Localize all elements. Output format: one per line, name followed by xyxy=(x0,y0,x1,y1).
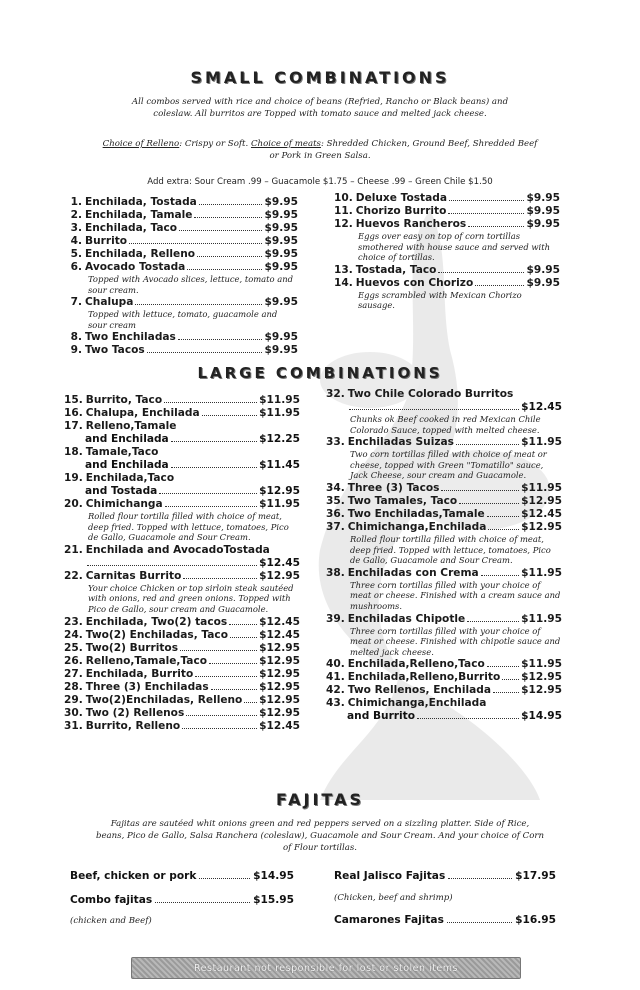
item-name: Two(2)Enchiladas, Relleno xyxy=(85,693,243,706)
dot-leader xyxy=(209,663,257,664)
item-name: Enchilada, Relleno xyxy=(85,248,196,260)
dot-leader xyxy=(502,679,519,680)
menu-item xyxy=(64,681,300,694)
item-number: 41. xyxy=(326,671,345,684)
item-price: $11.95 xyxy=(259,407,300,419)
dot-leader xyxy=(468,226,524,227)
item-price: $9.95 xyxy=(264,209,298,221)
dot-leader xyxy=(211,689,257,690)
dot-leader xyxy=(180,650,257,651)
menu-item xyxy=(326,388,562,401)
item-name: Chalupa xyxy=(85,296,134,309)
item-name: Three (3) Enchiladas xyxy=(85,680,209,693)
item-number: 39. xyxy=(326,612,345,625)
item-price: $9.95 xyxy=(526,276,560,289)
menu-item xyxy=(334,264,560,277)
menu-item xyxy=(64,222,298,235)
menu-item xyxy=(64,331,298,344)
item-name: Enchiladas Suizas xyxy=(347,436,454,449)
dot-leader xyxy=(202,415,258,416)
item-price: $9.95 xyxy=(264,261,298,273)
item-name: Chorizo Burrito xyxy=(355,205,447,217)
item-number: 2. xyxy=(70,209,82,221)
dot-leader xyxy=(164,402,257,403)
item-name: Three (3) Tacos xyxy=(347,481,440,494)
item-price: $12.95 xyxy=(521,671,562,684)
item-name-continued: and Burrito xyxy=(347,710,416,723)
item-name: Tamale,Taco xyxy=(85,446,159,458)
item-number: 24. xyxy=(64,628,83,641)
item-number: 10. xyxy=(334,192,353,204)
item-price: $11.95 xyxy=(521,612,562,625)
large-combinations-title: LARGE COMBINATIONS xyxy=(197,364,443,382)
menu-item xyxy=(326,658,562,671)
dot-leader xyxy=(178,339,263,340)
item-number: 5. xyxy=(70,248,82,260)
menu-item xyxy=(64,668,300,681)
item-number: 11. xyxy=(334,205,353,217)
menu-item xyxy=(64,720,300,733)
item-name: Relleno,Tamale xyxy=(85,420,177,432)
item-number: 1. xyxy=(70,196,82,208)
item-description: Rolled flour tortilla filled with choice of meat, deep fried. Topped with lettuce, tomatoes, Pico de Gallo, Guacamole and Sour Cream. xyxy=(88,511,289,543)
dot-leader xyxy=(456,444,519,445)
menu-item xyxy=(64,344,298,357)
item-price: $12.45 xyxy=(521,507,562,520)
item-name: Enchilada, Burrito xyxy=(85,667,194,680)
item-number: 27. xyxy=(64,667,83,680)
menu-item xyxy=(64,472,300,485)
item-number: 36. xyxy=(326,507,345,520)
item-number: 17. xyxy=(64,420,83,432)
dot-leader xyxy=(186,715,257,716)
item-name: Two Chile Colorado Burritos xyxy=(347,388,514,400)
item-name: Chimichanga,Enchilada xyxy=(347,520,487,533)
item-number: 28. xyxy=(64,680,83,693)
menu-item xyxy=(64,570,300,583)
fajitas-title: FAJITAS xyxy=(276,790,364,809)
item-name: Chimichanga xyxy=(85,498,163,510)
item-name: Two(2) Burritos xyxy=(85,641,178,654)
item-number: 12. xyxy=(334,218,353,230)
menu-item xyxy=(334,192,560,205)
item-name: Two Rellenos, Enchilada xyxy=(347,684,491,697)
dot-leader xyxy=(481,575,519,576)
item-price: $12.95 xyxy=(259,706,300,719)
item-price: $12.45 xyxy=(259,615,300,628)
item-number: 33. xyxy=(326,436,345,449)
small-right-column xyxy=(334,192,560,312)
dot-leader xyxy=(159,493,257,494)
item-continuation xyxy=(64,433,300,446)
menu-item xyxy=(326,521,562,534)
item-price: $9.95 xyxy=(264,296,298,309)
menu-item xyxy=(64,420,300,433)
item-description: Rolled flour tortilla filled with choice of meat, deep fried. Topped with lettuce, tomatoes, Pico de Gallo, Guacamole and Sour Cream. xyxy=(350,533,551,566)
menu-item xyxy=(326,508,562,521)
item-number: 16. xyxy=(64,407,83,419)
fajita-beef-chicken-pork: Beef, chicken or pork $14.95 xyxy=(70,870,294,882)
dot-leader xyxy=(197,256,262,257)
dot-leader xyxy=(349,409,519,410)
item-name: Chimichanga,Enchilada xyxy=(347,697,487,710)
item-price: $11.95 xyxy=(521,436,562,449)
item-number: 7. xyxy=(70,296,82,309)
large-right-column xyxy=(326,388,562,723)
item-price: $11.95 xyxy=(259,394,300,406)
dot-leader xyxy=(487,516,519,517)
item-number: 8. xyxy=(70,331,82,344)
item-number: 34. xyxy=(326,481,345,494)
dot-leader xyxy=(449,200,524,201)
dot-leader xyxy=(229,624,257,625)
item-name: Tostada, Taco xyxy=(355,263,437,276)
item-name: Enchiladas Chipotle xyxy=(347,612,466,625)
menu-item xyxy=(64,694,300,707)
item-name: Burrito xyxy=(85,235,128,247)
fajitas-intro: Fajitas are sautéed whit onions green and red peppers served on a sizzling platter. Side of Rice, beans, Pico de Gallo, Salsa Ranchera (coleslaw), Guacamole and Sour Cream. And your choice of Corn of Flour tortillas. xyxy=(95,819,545,853)
item-number: 15. xyxy=(64,394,83,406)
item-price: $12.95 xyxy=(259,485,300,497)
footer-banner xyxy=(131,957,521,979)
item-price: $11.95 xyxy=(521,481,562,494)
menu-item xyxy=(64,296,298,309)
item-number: 26. xyxy=(64,654,83,667)
dot-leader xyxy=(438,272,524,273)
dot-leader xyxy=(171,467,257,468)
item-name-continued: and Tostada xyxy=(85,485,158,497)
item-price: $12.95 xyxy=(259,680,300,693)
fajita-combo-note: (chicken and Beef) xyxy=(70,916,152,926)
large-left-column xyxy=(64,394,300,733)
menu-item xyxy=(64,407,300,420)
item-price: $12.45 xyxy=(259,719,300,732)
item-name: Enchilada,Taco xyxy=(85,472,175,484)
small-combinations-title: SMALL COMBINATIONS xyxy=(190,68,450,87)
menu-item xyxy=(326,436,562,449)
item-price: $9.95 xyxy=(526,192,560,204)
item-number: 20. xyxy=(64,498,83,510)
item-price: $12.25 xyxy=(259,433,300,445)
item-name: Burrito, Taco xyxy=(85,394,163,406)
item-price: $9.95 xyxy=(264,248,298,260)
item-price: $9.95 xyxy=(264,331,298,344)
menu-item xyxy=(334,205,560,218)
item-name: Enchilada, Tamale xyxy=(85,209,193,221)
item-price: $12.95 xyxy=(521,520,562,533)
item-name: Enchiladas con Crema xyxy=(347,566,479,579)
item-price: $12.45 xyxy=(521,401,562,413)
item-number: 35. xyxy=(326,494,345,507)
item-name: Enchilada, Taco xyxy=(85,222,178,234)
dot-leader xyxy=(459,503,519,504)
item-name: Two Enchiladas,Tamale xyxy=(347,507,485,520)
dot-leader xyxy=(129,243,262,244)
item-description: Two corn tortillas filled with choice of meat or cheese, topped with Green "Tomatillo" sauce, Jack Cheese, sour cream and Guacamole. xyxy=(350,449,547,481)
menu-item xyxy=(326,697,562,710)
menu-item xyxy=(64,209,298,222)
menu-item xyxy=(64,394,300,407)
menu-item xyxy=(64,196,298,209)
item-name: Huevos con Chorizo xyxy=(355,276,474,289)
item-price: $12.95 xyxy=(259,693,300,706)
item-price: $9.95 xyxy=(264,235,298,247)
menu-item xyxy=(334,277,560,290)
dot-leader xyxy=(87,565,257,566)
item-description: Eggs over easy on top of corn tortillas smothered with house sauce and served with choice of tortillas. xyxy=(358,231,550,263)
item-name-continued: and Enchilada xyxy=(85,433,169,445)
item-number: 40. xyxy=(326,658,345,671)
item-name: Two Tacos xyxy=(85,344,145,357)
item-name: Huevos Rancheros xyxy=(355,218,467,230)
dot-leader xyxy=(493,692,519,693)
item-number: 21. xyxy=(64,543,83,556)
dot-leader xyxy=(195,676,257,677)
item-number: 19. xyxy=(64,472,83,484)
item-description: Topped with Avocado slices, lettuce, tomato and sour cream. xyxy=(88,274,293,295)
item-number: 25. xyxy=(64,641,83,654)
item-price: $11.95 xyxy=(259,498,300,510)
item-price: $9.95 xyxy=(526,263,560,276)
menu-item xyxy=(64,235,298,248)
item-name: Enchilada, Two(2) tacos xyxy=(85,615,228,628)
dot-leader xyxy=(135,304,262,305)
dot-leader xyxy=(467,621,519,622)
item-name: Avocado Tostada xyxy=(85,261,186,273)
item-name-continued: and Enchilada xyxy=(85,459,169,471)
item-price: $12.95 xyxy=(259,654,300,667)
menu-item xyxy=(326,567,562,580)
item-price: $12.95 xyxy=(521,494,562,507)
item-number: 13. xyxy=(334,263,353,276)
item-price: $9.95 xyxy=(264,222,298,234)
menu-item xyxy=(64,544,300,557)
item-number: 43. xyxy=(326,697,345,710)
item-price: $9.95 xyxy=(526,205,560,217)
dot-leader xyxy=(182,728,257,729)
item-description: Topped with lettuce, tomato, guacamole and sour cream xyxy=(88,309,278,330)
item-continuation xyxy=(326,401,562,414)
dot-leader xyxy=(244,702,257,703)
item-description: Eggs scrambled with Mexican Chorizo sausage. xyxy=(358,289,522,311)
dot-leader xyxy=(183,578,257,579)
item-name: Two Enchiladas xyxy=(85,331,176,344)
item-price: $9.95 xyxy=(264,344,298,357)
menu-item xyxy=(64,707,300,720)
item-continuation xyxy=(64,557,300,570)
item-number: 29. xyxy=(64,693,83,706)
menu-item xyxy=(64,655,300,668)
item-number: 31. xyxy=(64,719,83,732)
item-number: 14. xyxy=(334,276,353,289)
footer-notice: Restaurant not responsible for lost or stolen items xyxy=(194,962,458,974)
item-number: 6. xyxy=(70,261,82,273)
item-price: $12.95 xyxy=(521,684,562,697)
fajita-real-jalisco: Real Jalisco Fajitas $17.95 xyxy=(334,870,556,882)
item-name: Enchilada,Relleno,Taco xyxy=(347,658,485,671)
dot-leader xyxy=(199,204,263,205)
dot-leader xyxy=(194,217,262,218)
item-continuation xyxy=(64,459,300,472)
menu-item xyxy=(64,498,300,511)
menu-item xyxy=(64,446,300,459)
item-number: 30. xyxy=(64,706,83,719)
item-number: 22. xyxy=(64,569,83,582)
item-description: Your choice Chicken or top sirloin steak sautéed with onions, red and green onions. Topped with Pico de Gallo, sour cream and Guacamole. xyxy=(88,582,294,614)
item-name: Relleno,Tamale,Taco xyxy=(85,654,208,667)
dot-leader xyxy=(179,230,262,231)
item-price: $9.95 xyxy=(264,196,298,208)
item-continuation xyxy=(326,710,562,723)
menu-item xyxy=(326,671,562,684)
add-extra-note: Add extra: Sour Cream .99 – Guacamole $1.75 – Cheese .99 – Green Chile $1.50 xyxy=(147,177,493,187)
item-description: Three corn tortillas filled with your choice of meat or cheese. Finished with a cream sauce and mushrooms. xyxy=(350,579,561,611)
menu-item xyxy=(326,495,562,508)
dot-leader xyxy=(475,285,524,286)
item-price: $11.95 xyxy=(521,566,562,579)
item-price: $14.95 xyxy=(521,710,562,723)
item-name: Two (2) Rellenos xyxy=(85,706,185,719)
item-number: 37. xyxy=(326,520,345,533)
dot-leader xyxy=(488,529,519,530)
item-description: Chunks ok Beef cooked in red Mexican Chile Colorado Sauce, topped with melted cheese. xyxy=(350,414,541,435)
item-price: $12.45 xyxy=(259,628,300,641)
item-name: Chalupa, Enchilada xyxy=(85,407,200,419)
item-name: Deluxe Tostada xyxy=(355,192,447,204)
item-price: $12.45 xyxy=(259,556,300,569)
item-name: Enchilada,Relleno,Burrito xyxy=(347,671,501,684)
small-left-column xyxy=(64,196,298,357)
dot-leader xyxy=(165,506,257,507)
item-name: Two(2) Enchiladas, Taco xyxy=(85,628,228,641)
fajita-combo: Combo fajitas $15.95 xyxy=(70,894,294,906)
dot-leader xyxy=(187,269,262,270)
menu-item xyxy=(334,218,560,231)
dot-leader xyxy=(441,490,519,491)
dot-leader xyxy=(448,213,524,214)
menu-item xyxy=(64,248,298,261)
dot-leader xyxy=(417,718,519,719)
item-price: $12.95 xyxy=(259,667,300,680)
item-number: 18. xyxy=(64,446,83,458)
menu-item xyxy=(64,616,300,629)
item-name: Enchilada, Tostada xyxy=(85,196,197,208)
item-number: 23. xyxy=(64,615,83,628)
menu-item xyxy=(326,482,562,495)
menu-item xyxy=(64,642,300,655)
item-number: 38. xyxy=(326,566,345,579)
item-price: $12.95 xyxy=(259,641,300,654)
item-number: 32. xyxy=(326,388,345,400)
fajita-camarones: Camarones Fajitas $16.95 xyxy=(334,914,556,926)
item-price: $12.95 xyxy=(259,569,300,582)
small-intro: All combos served with rice and choice of beans (Refried, Rancho or Black beans) and coleslaw. All burritos are Topped with tomato sauce and melted jack cheese. xyxy=(131,97,509,119)
item-price: $11.45 xyxy=(259,459,300,471)
dot-leader xyxy=(230,637,257,638)
choice-note: Choice of Relleno: Crispy or Soft. Choice of meats: Shredded Chicken, Ground Beef, Shredded Beef or Pork in Green Salsa. xyxy=(102,139,538,161)
item-name: Carnitas Burrito xyxy=(85,569,182,582)
menu-item xyxy=(64,261,298,274)
item-number: 3. xyxy=(70,222,82,234)
dot-leader xyxy=(147,352,263,353)
item-number: 9. xyxy=(70,344,82,357)
item-name: Two Tamales, Taco xyxy=(347,494,458,507)
item-name: Enchilada and AvocadoTostada xyxy=(85,543,270,556)
item-description: Three corn tortillas filled with your choice of meat or cheese. Finished with chipotle sauce and melted jack cheese. xyxy=(350,625,561,657)
item-number: 42. xyxy=(326,684,345,697)
dot-leader xyxy=(487,666,519,667)
item-number: 4. xyxy=(70,235,82,247)
menu-item xyxy=(326,684,562,697)
fajita-jalisco-note: (Chicken, beef and shrimp) xyxy=(334,893,453,903)
item-name: Burrito, Relleno xyxy=(85,719,181,732)
menu-item xyxy=(64,629,300,642)
menu-item xyxy=(326,613,562,626)
item-price: $9.95 xyxy=(526,218,560,230)
item-price: $11.95 xyxy=(521,658,562,671)
dot-leader xyxy=(171,441,257,442)
item-continuation xyxy=(64,485,300,498)
